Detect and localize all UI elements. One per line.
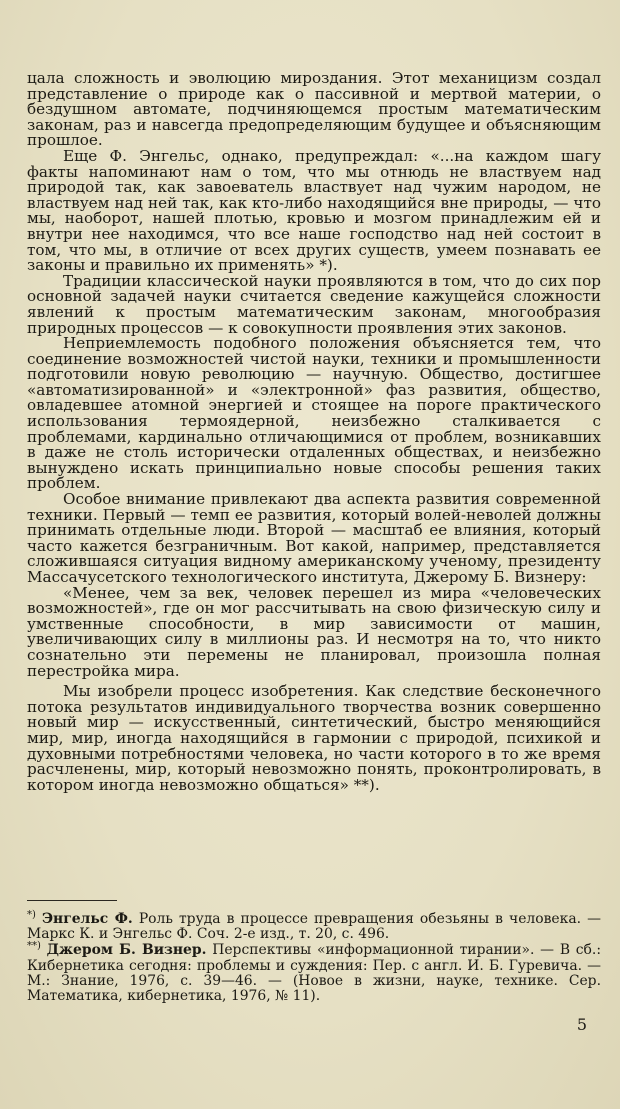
footnote-1 bbox=[27, 909, 601, 943]
paragraph-1: цала сложность и эволюцию мироздания. Этот механицизм создал представление о природе как о пассивной и мертвой материи, о бездушном автомате, подчиняющемся простым математическим законам, раз и навсегда предопределяющим будущее и объясняющим прошлое. bbox=[27, 69, 601, 150]
paragraph-4: Неприемлемость подобного положения объясняется тем, что соединение возможностей чистой науки, техники и промышленности подготовили новую революцию — научную. Общество, достигшее «автоматизированной» и «электронной» фаз развития, общество, овладевшее атомной энергией и стоящее на пороге практического использования термоядерной, неизбежно сталкивается с проблемами, кардинально отличающимися от проблем, возникавших в даже не столь исторически отдаленных обществах, и неизбежно вынуждено искать принципиально новые способы решения таких проблем. bbox=[27, 334, 601, 493]
footnote-2-text: Перспективы «информационной тирании». — В сб.: Кибернетика сегодня: проблемы и суждения: Пер. с англ. И. Б. Гуревича. — М.: Знание, 1976, с. 39—46. — (Новое в жизни, науке, технике. Сер. Математика, кибернетика, 1976, № 11). bbox=[27, 942, 602, 1005]
footnote-1-author: Энгельс Ф. bbox=[41, 911, 133, 927]
paragraph-3: Традиции классической науки проявляются в том, что до сих пор основной задачей науки считается сведение кажущейся сложности явлений к простым математическим законам, многообразия природных процессов — к совокупности проявления этих законов. bbox=[27, 271, 601, 337]
footnote-1-text: Роль труда в процессе превращения обезьяны в человека. — Маркс К. и Энгельс Ф. Соч. 2-е изд., т. 20, с. 496. bbox=[27, 911, 601, 943]
footnote-2-author: Джером Б. Визнер. bbox=[46, 942, 207, 959]
footnote-divider bbox=[27, 900, 117, 901]
footnote-2 bbox=[27, 940, 602, 1005]
paragraph-2: Еще Ф. Энгельс, однако, предупреждал: «...на каждом шагу факты напоминают нам о том, что мы отнюдь не властвуем над природой так, как завоеватель властвует над чужим народом, не властвуем над ней так, как кто-либо находящийся вне природы, — что мы, наоборот, нашей плотью, кровью и мозгом принадлежим ей и внутри нее находимся, что все наше господство над ней состоит в том, что мы, в отличие от всех других существ, умеем познавать ее законы и правильно их применять» *). bbox=[27, 146, 601, 275]
main-text bbox=[27, 71, 601, 793]
page-number: 5 bbox=[576, 1015, 587, 1034]
footnote-1-mark: *) bbox=[27, 909, 36, 921]
footnotes bbox=[27, 909, 602, 1005]
footnote-2-mark: **) bbox=[27, 940, 41, 952]
paragraph-6-quote: «Менее, чем за век, человек перешел из мира «человеческих возможностей», где он мог рассчитывать на свою физическую силу и умственные способности, в мир зависимости от машин, увеличивающих силу в миллионы раз. И несмотря на то, что никто сознательно эти перемены не планировал, произошла полная перестройка мира. bbox=[27, 583, 601, 680]
paragraph-5: Особое внимание привлекают два аспекта развития современной техники. Первый — темп ее развития, который волей-неволей должны принимать отдельные люди. Второй — масштаб ее влияния, который часто кажется безграничным. Вот какой, например, представляется сложившаяся ситуация видному американскому ученому, президенту Массачусетского технологического института, Джерому Б. Визнеру: bbox=[27, 490, 601, 586]
paragraph-7-quote: Мы изобрели процесс изобретения. Как следствие бесконечного потока результатов индивидуального творчества возник совершенно новый мир — искусственный, синтетический, быстро меняющийся мир, мир, иногда находящийся в гармонии с природой, психикой и духовными потребностями человека, но части которого в то же время расчленены, мир, который невозможно понять, проконтролировать, в котором иногда невозможно общаться» **). bbox=[27, 682, 601, 794]
